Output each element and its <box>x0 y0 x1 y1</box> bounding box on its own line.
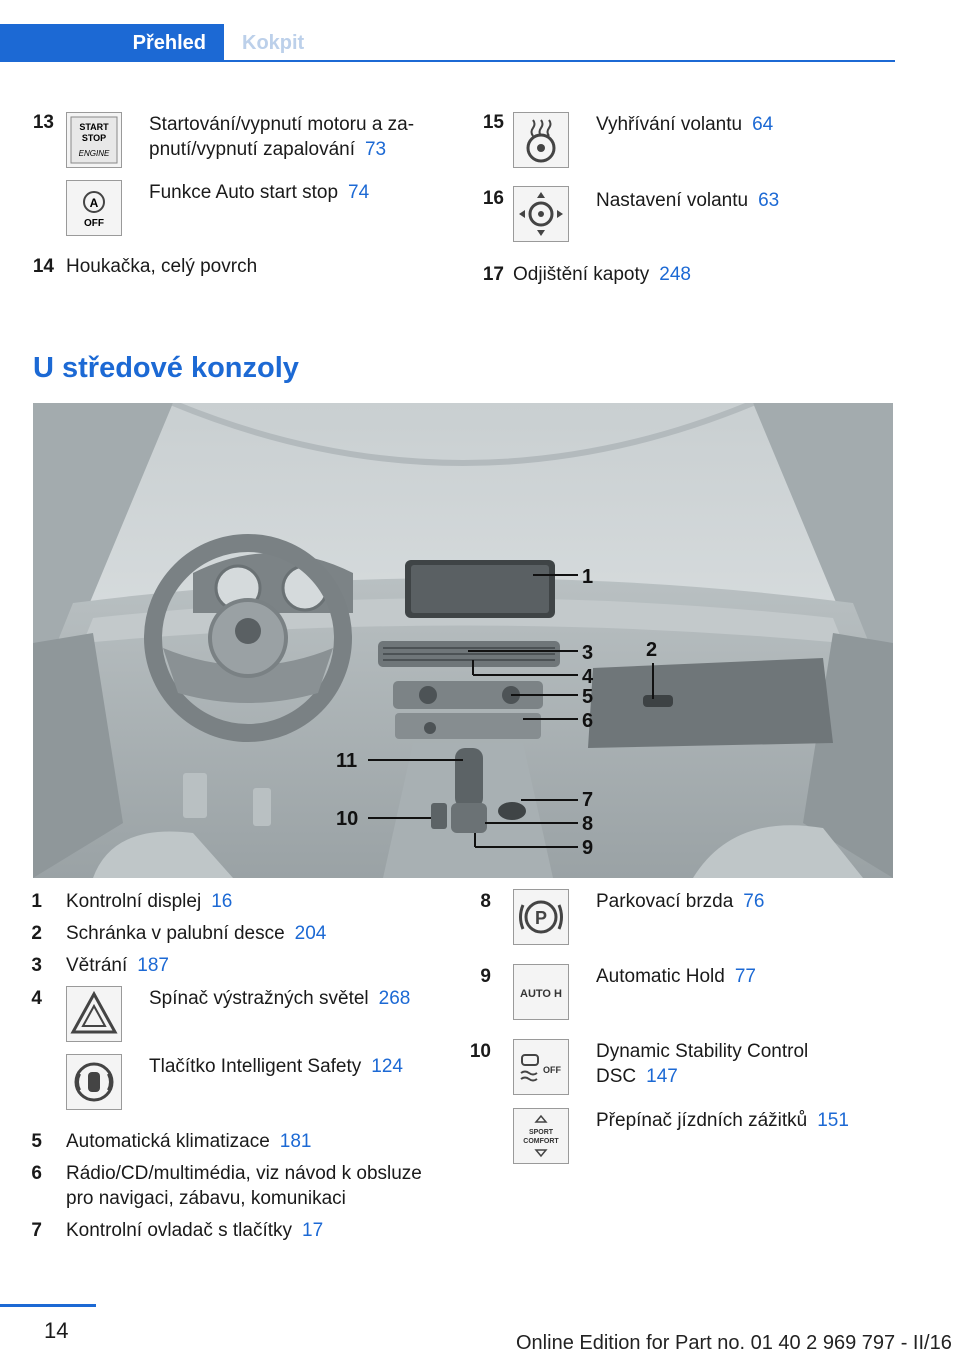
callout-2: 2 <box>646 639 658 661</box>
item-number: 10 <box>469 1041 491 1062</box>
item-number: 17 <box>482 264 504 285</box>
steering-wheel-adjust-icon <box>513 186 569 242</box>
item-number: 2 <box>31 923 42 944</box>
svg-text:SPORT: SPORT <box>528 1129 554 1136</box>
intelligent-safety-icon <box>66 1054 122 1110</box>
item-text: Schránka v palubní desce 204 <box>66 923 327 944</box>
item-number: 14 <box>32 256 54 277</box>
callout-8: 8 <box>582 813 594 835</box>
cockpit-illustration <box>33 403 893 878</box>
page-link[interactable]: 268 <box>378 988 411 1009</box>
dsc-off-icon <box>513 1039 569 1095</box>
item-number: 6 <box>31 1163 42 1184</box>
item-number: 13 <box>32 112 54 133</box>
item-text: Houkačka, celý povrch <box>66 256 258 277</box>
svg-text:COMFORT: COMFORT <box>523 1138 559 1145</box>
page-number: 14 <box>44 1318 69 1343</box>
callout-1: 1 <box>582 566 594 588</box>
item-number: 3 <box>31 955 42 976</box>
item-text: Funkce Auto start stop 74 <box>149 182 370 203</box>
steering-wheel-heating-icon <box>513 112 569 168</box>
svg-text:ENGINE: ENGINE <box>78 149 110 158</box>
item-text: Tlačítko Intelligent Safety 124 <box>149 1056 403 1077</box>
item-text: Kontrolní ovladač s tlačítky 17 <box>66 1220 324 1241</box>
svg-text:STOP: STOP <box>81 133 107 143</box>
start-stop-engine-icon <box>66 112 122 168</box>
item-text: Vyhřívání volantu 64 <box>596 114 774 135</box>
item-number: 5 <box>31 1131 42 1152</box>
page-link[interactable]: 147 <box>646 1066 678 1087</box>
page-link[interactable]: 124 <box>371 1056 403 1077</box>
svg-text:OFF: OFF <box>543 1065 561 1075</box>
item-text: Kontrolní displej 16 <box>66 891 233 912</box>
callout-6: 6 <box>582 710 594 732</box>
item-number: 16 <box>482 188 504 209</box>
item-number: 8 <box>480 891 491 912</box>
page-link[interactable]: 74 <box>348 182 370 203</box>
page-link[interactable]: 151 <box>817 1110 849 1131</box>
svg-text:OFF: OFF <box>84 218 104 229</box>
hazard-warning-icon <box>66 986 122 1042</box>
item-text: Automatic Hold 77 <box>596 966 756 987</box>
item-text: Parkovací brzda 76 <box>596 891 765 912</box>
item-text: Přepínač jízdních zážitků 151 <box>596 1110 849 1131</box>
page-link[interactable]: 187 <box>137 955 169 976</box>
callout-5: 5 <box>582 686 594 708</box>
page-link[interactable]: 16 <box>211 891 233 912</box>
item-number: 1 <box>31 891 42 912</box>
page-link[interactable]: 73 <box>364 139 387 160</box>
item-number: 15 <box>482 112 504 133</box>
callout-10: 10 <box>336 808 359 830</box>
svg-text:P: P <box>534 908 548 928</box>
item-text: Startování/vypnutí motoru a za- pnutí/vypnutí zapalování 73 <box>149 114 415 160</box>
auto-hold-icon <box>513 964 569 1020</box>
item-text: Nastavení volantu 63 <box>596 190 780 211</box>
section-title: U středové konzoly <box>33 352 299 384</box>
item-number: 4 <box>31 988 42 1009</box>
tab-kokpit[interactable]: Kokpit <box>242 32 305 54</box>
callout-9: 9 <box>582 837 594 859</box>
page-link[interactable]: 63 <box>758 190 780 211</box>
item-text: Dynamic Stability Control DSC 147 <box>596 1041 809 1087</box>
svg-text:START: START <box>79 122 109 132</box>
page-link[interactable]: 17 <box>302 1220 324 1241</box>
parking-brake-icon <box>513 889 569 945</box>
footer-rule <box>0 1304 96 1307</box>
tab-prehled[interactable]: Přehled <box>0 24 224 62</box>
page-link[interactable]: 204 <box>294 923 327 944</box>
page-link[interactable]: 76 <box>743 891 765 912</box>
item-text: Odjištění kapoty 248 <box>513 264 691 285</box>
page-link[interactable]: 181 <box>279 1131 312 1152</box>
item-text: Rádio/CD/multimédia, viz návod k obsluze pro navigaci, zábavu, komunikaci <box>66 1163 422 1209</box>
page-link[interactable]: 248 <box>659 264 691 285</box>
callout-3: 3 <box>582 642 594 664</box>
page-link[interactable]: 64 <box>752 114 774 135</box>
item-text: Automatická klimatizace 181 <box>66 1131 312 1152</box>
tab-bar <box>0 24 895 62</box>
callout-11: 11 <box>336 750 358 772</box>
item-number: 7 <box>31 1220 42 1241</box>
svg-text:A: A <box>89 196 99 210</box>
page-link[interactable]: 77 <box>734 966 756 987</box>
item-number: 9 <box>480 966 491 987</box>
driving-experience-switch-icon <box>513 1108 569 1164</box>
item-text: Větrání 187 <box>66 955 169 976</box>
callout-7: 7 <box>582 789 594 811</box>
svg-text:AUTO H: AUTO H <box>520 988 562 1000</box>
edition-text: Online Edition for Part no. 01 40 2 969 797 - II/16 <box>516 1332 952 1354</box>
item-text: Spínač výstražných světel 268 <box>149 988 411 1009</box>
callout-4: 4 <box>582 666 594 688</box>
auto-start-stop-off-icon <box>66 180 122 236</box>
